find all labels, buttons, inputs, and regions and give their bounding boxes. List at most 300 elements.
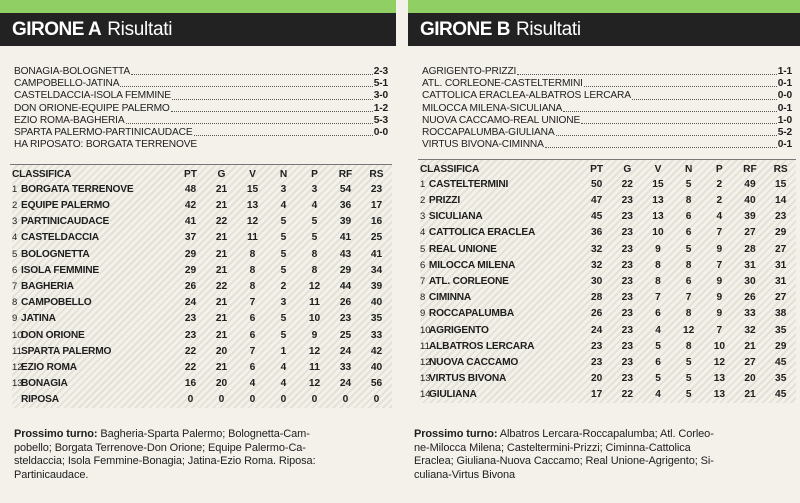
team-name: ISOLA FEMMINE xyxy=(21,264,99,276)
rank: 12 xyxy=(12,361,23,373)
stat-drawn: 5 xyxy=(685,389,692,401)
stat-lost: 9 xyxy=(311,329,318,341)
stat-goals-against: 16 xyxy=(370,216,383,228)
stat-lost: 5 xyxy=(311,232,318,244)
stat-goals-against: 25 xyxy=(370,232,383,244)
stat-lost: 10 xyxy=(308,313,321,325)
match-score: 2-3 xyxy=(373,66,388,77)
stat-goals-against: 31 xyxy=(774,259,787,271)
stat-drawn: 8 xyxy=(685,340,692,352)
stat-goals-against: 45 xyxy=(775,389,787,401)
stat-goals-for: 44 xyxy=(339,281,352,293)
stat-drawn: 6 xyxy=(685,211,692,223)
match-teams: ROCCAPALUMBA-GIULIANA xyxy=(422,126,555,138)
standings-row xyxy=(12,311,392,327)
match-teams: CASTELDACCIA-ISOLA FEMMINE xyxy=(14,90,171,102)
rank: 6 xyxy=(420,259,426,271)
rest-note: HA RIPOSATO: BORGATA TERRENOVE xyxy=(14,139,198,151)
team-name: MILOCCA MILENA xyxy=(428,259,516,271)
rank: 8 xyxy=(420,292,426,304)
girone-b-standings xyxy=(420,160,796,403)
standings-row xyxy=(12,198,392,214)
stat-goals-against: 34 xyxy=(370,264,383,276)
stat-won: 5 xyxy=(655,373,661,385)
stat-goals-for: 28 xyxy=(744,243,756,255)
stat-won: 0 xyxy=(249,394,256,406)
stat-goals-for: 32 xyxy=(744,324,756,336)
girone-b-title xyxy=(408,13,800,46)
stat-points: 26 xyxy=(590,308,603,320)
girone-b-column xyxy=(408,0,800,481)
match-score: 1-2 xyxy=(373,102,388,114)
stat-goals-against: 27 xyxy=(774,292,787,304)
team-name: CAMPOBELLO xyxy=(21,297,92,309)
standings-row xyxy=(420,387,796,403)
next-round-line: pobello; Borgata Terrenove-Don Orione; Equipe Palermo-Ca- xyxy=(14,441,306,454)
col-v: V xyxy=(249,168,256,180)
standings-row xyxy=(420,193,796,209)
stat-won: 13 xyxy=(652,195,664,207)
stat-drawn: 5 xyxy=(280,232,287,244)
col-g: G xyxy=(217,168,226,180)
rank: 8 xyxy=(12,297,18,309)
col-pt: PT xyxy=(183,168,198,180)
stat-drawn: 3 xyxy=(280,297,287,309)
stat-played: 23 xyxy=(621,308,633,320)
team-name: BAGHERIA xyxy=(21,281,74,293)
rank: 5 xyxy=(12,248,18,260)
match-teams: BONAGIA-BOLOGNETTA xyxy=(14,66,130,77)
stat-drawn: 5 xyxy=(280,216,287,228)
stat-goals-against: 27 xyxy=(774,243,787,255)
team-name: EZIO ROMA xyxy=(21,361,77,373)
stat-goals-against: 56 xyxy=(370,378,383,390)
match-score: 1-0 xyxy=(777,114,792,126)
stat-points: 28 xyxy=(590,292,603,304)
rank: 3 xyxy=(12,216,18,228)
stat-played: 23 xyxy=(621,356,634,368)
stat-points: 50 xyxy=(590,178,603,190)
stat-drawn: 5 xyxy=(685,178,692,190)
match-score: 3-0 xyxy=(373,90,388,102)
match-teams: ATL. CORLEONE-CASTELTERMINI xyxy=(422,78,583,90)
stat-points: 23 xyxy=(184,329,197,341)
stat-goals-for: 24 xyxy=(339,378,352,390)
stat-drawn: 5 xyxy=(280,329,287,341)
rank: 10 xyxy=(12,329,23,341)
standings-row xyxy=(420,338,796,354)
dot-leader xyxy=(584,78,777,87)
girone-a-title xyxy=(0,13,396,46)
team-name: ROCCAPALUMBA xyxy=(428,308,515,320)
team-name: REAL UNIONE xyxy=(428,243,497,255)
next-round-line: ne-Milocca Milena; Casteltermini-Prizzi; Ciminna-Cattolica xyxy=(414,441,691,454)
stat-won: 8 xyxy=(655,276,661,288)
girone-a-standings xyxy=(12,165,392,408)
result-row xyxy=(14,78,388,90)
stat-points: 0 xyxy=(187,394,194,406)
stat-won: 15 xyxy=(652,178,664,190)
stat-goals-against: 0 xyxy=(373,394,380,406)
stat-drawn: 5 xyxy=(280,313,287,325)
match-teams: NUOVA CACCAMO-REAL UNIONE xyxy=(422,114,581,126)
stat-drawn: 5 xyxy=(280,248,287,260)
stat-points: 20 xyxy=(591,373,603,385)
stat-points: 26 xyxy=(184,281,197,293)
stat-goals-for: 24 xyxy=(339,345,352,357)
result-row xyxy=(422,127,792,139)
col-v: V xyxy=(654,163,662,175)
stat-drawn: 0 xyxy=(280,394,287,406)
match-score: 0-1 xyxy=(777,78,792,90)
stat-goals-against: 29 xyxy=(775,340,787,352)
standings-row xyxy=(420,257,796,273)
col-rs: RS xyxy=(369,168,384,180)
stat-lost: 9 xyxy=(716,292,723,304)
stat-lost: 13 xyxy=(713,389,726,401)
team-name: ALBATROS LERCARA xyxy=(429,340,535,352)
stat-drawn: 1 xyxy=(280,345,287,357)
girone-a-next-round xyxy=(14,428,392,482)
stat-goals-against: 14 xyxy=(774,195,787,207)
rank: 5 xyxy=(420,243,426,255)
stat-goals-for: 39 xyxy=(744,211,756,223)
rest-note-row xyxy=(14,139,388,151)
next-round-label: Prossimo turno: xyxy=(14,428,98,440)
stat-played: 22 xyxy=(215,216,228,228)
rank: 9 xyxy=(420,308,426,320)
result-row xyxy=(422,78,792,90)
match-teams: VIRTUS BIVONA-CIMINNA xyxy=(422,139,544,151)
stat-drawn: 8 xyxy=(685,308,692,320)
stat-goals-for: 40 xyxy=(744,195,756,207)
stat-played: 23 xyxy=(621,340,634,352)
stat-goals-for: 39 xyxy=(339,216,352,228)
col-p: P xyxy=(715,163,723,175)
stat-won: 15 xyxy=(246,183,259,195)
result-row xyxy=(422,115,792,127)
standings-row xyxy=(420,176,796,192)
dot-leader xyxy=(517,66,777,75)
stat-points: 41 xyxy=(184,216,197,228)
stat-points: 36 xyxy=(590,227,603,239)
rank: 4 xyxy=(12,232,18,244)
stat-points: 37 xyxy=(184,232,197,244)
girone-a-heading: GIRONE A xyxy=(12,18,102,40)
standings-row xyxy=(420,225,796,241)
team-name: DON ORIONE xyxy=(21,329,85,341)
stat-lost: 9 xyxy=(716,276,723,288)
dot-leader xyxy=(632,90,777,99)
team-name: PRIZZI xyxy=(428,195,460,207)
stat-goals-for: 20 xyxy=(744,373,756,385)
stat-goals-against: 35 xyxy=(775,324,787,336)
standings-row xyxy=(12,392,392,408)
stat-lost: 2 xyxy=(716,178,723,190)
match-teams: SPARTA PALERMO-PARTINICAUDACE xyxy=(14,126,193,138)
stat-goals-against: 40 xyxy=(370,297,383,309)
result-row xyxy=(422,103,792,115)
stat-points: 17 xyxy=(591,389,603,401)
stat-played: 21 xyxy=(215,297,228,309)
stat-points: 30 xyxy=(590,276,603,288)
stat-goals-for: 26 xyxy=(744,292,756,304)
girone-b-results xyxy=(408,66,800,151)
standings-row xyxy=(12,181,392,197)
col-rf: RF xyxy=(743,163,757,175)
stat-points: 16 xyxy=(184,378,197,390)
stat-won: 12 xyxy=(246,216,259,228)
next-round-line: Bagheria-Sparta Palermo; Bolognetta-Cam- xyxy=(97,428,310,440)
dot-leader xyxy=(172,90,373,99)
standings-row xyxy=(12,214,392,230)
stat-points: 45 xyxy=(590,211,603,223)
stat-played: 23 xyxy=(621,292,633,304)
stat-won: 13 xyxy=(652,211,664,223)
rank: 13 xyxy=(12,378,23,390)
rank: 1 xyxy=(420,178,426,190)
stat-played: 23 xyxy=(621,243,633,255)
result-row xyxy=(422,90,792,102)
standings-row xyxy=(12,376,392,392)
stat-goals-against: 35 xyxy=(775,373,787,385)
next-round-line: culiana-Virtus Bivona xyxy=(414,468,516,481)
standings-row xyxy=(12,262,392,278)
stat-won: 9 xyxy=(655,243,661,255)
stat-goals-against: 23 xyxy=(370,183,383,195)
stat-goals-for: 41 xyxy=(339,232,352,244)
next-round-line: steldaccia; Isola Femmine-Bonagia; Jatina-Ezio Roma. Riposa: xyxy=(14,455,316,467)
stat-drawn: 8 xyxy=(685,195,692,207)
team-name: SICULIANA xyxy=(428,211,483,223)
stat-goals-for: 21 xyxy=(744,389,756,401)
stat-played: 22 xyxy=(621,178,633,190)
stat-drawn: 5 xyxy=(685,243,692,255)
stat-goals-for: 26 xyxy=(339,297,352,309)
rank: 13 xyxy=(420,373,431,385)
col-p: P xyxy=(311,168,318,180)
stat-played: 23 xyxy=(621,276,633,288)
stat-lost: 7 xyxy=(716,227,723,239)
team-name: GIULIANA xyxy=(429,389,477,401)
standings-row xyxy=(12,359,392,375)
standings-row xyxy=(12,327,392,343)
match-score: 5-2 xyxy=(777,126,792,138)
stat-goals-against: 38 xyxy=(774,308,787,320)
stat-played: 20 xyxy=(215,378,228,390)
team-name: JATINA xyxy=(21,313,56,325)
stat-points: 32 xyxy=(590,243,603,255)
dot-leader xyxy=(120,78,372,87)
stat-lost: 12 xyxy=(308,378,321,390)
dot-leader xyxy=(563,103,777,112)
stat-points: 24 xyxy=(591,324,603,336)
rank: 11 xyxy=(420,340,430,352)
dot-leader xyxy=(171,103,373,112)
stat-played: 23 xyxy=(621,195,633,207)
next-round-line: Eraclea; Giuliana-Nuova Caccamo; Real Unione-Agrigento; Si- xyxy=(414,455,714,467)
result-row xyxy=(14,66,388,78)
match-teams: EZIO ROMA-BAGHERIA xyxy=(14,114,125,126)
stat-goals-for: 54 xyxy=(339,183,352,195)
stat-won: 8 xyxy=(249,248,256,260)
standings-row xyxy=(420,322,796,338)
team-name: ATL. CORLEONE xyxy=(428,276,509,288)
accent-bar xyxy=(408,0,800,13)
stat-drawn: 12 xyxy=(683,324,695,336)
stat-played: 21 xyxy=(215,264,228,276)
match-teams: CAMPOBELLO-JATINA xyxy=(14,78,120,90)
team-name: CIMINNA xyxy=(428,292,472,304)
rank: 3 xyxy=(420,211,426,223)
col-n: N xyxy=(279,168,288,180)
rank: 9 xyxy=(12,313,18,325)
stat-won: 7 xyxy=(249,297,256,309)
team-name: CASTELTERMINI xyxy=(428,178,509,190)
stat-points: 23 xyxy=(591,356,603,368)
stat-lost: 3 xyxy=(311,183,318,195)
match-score: 0-0 xyxy=(373,126,388,138)
stat-played: 21 xyxy=(215,232,228,244)
stat-drawn: 2 xyxy=(280,281,287,293)
stat-goals-against: 39 xyxy=(370,281,383,293)
match-teams: AGRIGENTO-PRIZZI xyxy=(422,66,517,77)
stat-won: 7 xyxy=(655,292,661,304)
standings-row xyxy=(420,290,796,306)
stat-lost: 12 xyxy=(308,281,321,293)
result-row xyxy=(14,127,388,139)
stat-lost: 4 xyxy=(716,211,723,223)
girone-b-next-round xyxy=(414,428,798,482)
col-n: N xyxy=(684,163,693,175)
team-name: CATTOLICA ERACLEA xyxy=(428,227,536,239)
stat-won: 8 xyxy=(655,259,661,271)
stat-played: 23 xyxy=(621,373,634,385)
stat-lost: 13 xyxy=(713,373,726,385)
stat-points: 23 xyxy=(184,313,197,325)
stat-played: 23 xyxy=(621,227,633,239)
col-classifica: CLASSIFICA xyxy=(12,168,72,180)
match-teams: CATTOLICA ERACLEA-ALBATROS LERCARA xyxy=(422,90,631,102)
stat-won: 6 xyxy=(249,329,256,341)
stat-goals-against: 41 xyxy=(370,248,383,260)
rank: 2 xyxy=(420,195,426,207)
stat-won: 4 xyxy=(655,324,661,336)
stat-goals-against: 42 xyxy=(370,345,383,357)
result-row xyxy=(422,139,792,151)
match-score: 0-1 xyxy=(777,139,792,151)
standings-row xyxy=(420,306,796,322)
match-score: 0-0 xyxy=(777,90,792,102)
stat-drawn: 4 xyxy=(280,200,287,212)
stat-goals-for: 23 xyxy=(339,313,352,325)
standings-row xyxy=(420,273,796,289)
team-name: EQUIPE PALERMO xyxy=(21,200,110,212)
next-round-label: Prossimo turno: xyxy=(414,428,498,440)
match-teams: DON ORIONE-EQUIPE PALERMO xyxy=(14,102,170,114)
stat-lost: 8 xyxy=(311,248,318,260)
stat-goals-against: 40 xyxy=(370,361,383,373)
stat-lost: 7 xyxy=(716,324,723,336)
stat-played: 22 xyxy=(215,281,228,293)
stat-goals-against: 45 xyxy=(775,356,787,368)
stat-drawn: 8 xyxy=(685,259,692,271)
stat-goals-against: 29 xyxy=(774,227,787,239)
col-rs: RS xyxy=(773,163,788,175)
stat-goals-for: 33 xyxy=(744,308,756,320)
next-round-line: Partinicaudace. xyxy=(14,468,89,481)
stat-points: 42 xyxy=(184,200,197,212)
team-name: BOLOGNETTA xyxy=(21,248,90,260)
stat-points: 22 xyxy=(184,345,197,357)
standings-row xyxy=(420,209,796,225)
stat-played: 21 xyxy=(215,313,228,325)
rank: 1 xyxy=(12,183,18,195)
rank: 14 xyxy=(420,389,431,401)
stat-won: 13 xyxy=(246,200,259,212)
col-g: G xyxy=(623,163,632,175)
standings-row xyxy=(420,241,796,257)
next-round-line: Albatros Lercara-Roccapalumba; Atl. Corleo- xyxy=(497,428,714,440)
standings-header xyxy=(12,167,392,181)
stat-won: 10 xyxy=(652,227,664,239)
stat-goals-for: 31 xyxy=(744,259,756,271)
stat-goals-for: 21 xyxy=(744,340,756,352)
dot-leader xyxy=(126,115,373,124)
stat-goals-for: 43 xyxy=(339,248,352,260)
stat-won: 4 xyxy=(655,389,661,401)
stat-lost: 12 xyxy=(713,356,726,368)
risultati-label: Risultati xyxy=(515,18,581,40)
stat-drawn: 5 xyxy=(685,356,692,368)
stat-drawn: 4 xyxy=(280,361,287,373)
team-name: BONAGIA xyxy=(21,378,68,390)
stat-lost: 11 xyxy=(309,297,320,309)
stat-goals-against: 33 xyxy=(370,329,383,341)
rank: 7 xyxy=(420,276,426,288)
stat-points: 23 xyxy=(591,340,603,352)
stat-goals-for: 29 xyxy=(339,264,352,276)
stat-goals-against: 35 xyxy=(370,313,383,325)
stat-points: 29 xyxy=(184,248,197,260)
stat-won: 6 xyxy=(655,308,661,320)
standings-row xyxy=(12,230,392,246)
team-name: AGRIGENTO xyxy=(429,324,489,336)
stat-goals-for: 30 xyxy=(744,276,756,288)
standings-row xyxy=(420,371,796,387)
stat-goals-for: 0 xyxy=(342,394,349,406)
girone-a-column xyxy=(0,0,396,481)
stat-points: 32 xyxy=(590,259,603,271)
stat-drawn: 7 xyxy=(685,292,692,304)
stat-played: 0 xyxy=(218,394,225,406)
result-row xyxy=(14,115,388,127)
standings-header xyxy=(420,162,796,176)
match-score: 0-1 xyxy=(777,102,792,114)
dot-leader xyxy=(194,127,373,136)
rank: 12 xyxy=(420,356,431,368)
rank: 6 xyxy=(12,264,18,276)
result-row xyxy=(14,103,388,115)
stat-points: 48 xyxy=(184,183,197,195)
team-name: BORGATA TERRENOVE xyxy=(21,183,134,195)
col-pt: PT xyxy=(590,163,604,175)
stat-lost: 2 xyxy=(716,195,723,207)
stat-won: 7 xyxy=(249,345,256,357)
accent-bar xyxy=(0,0,396,13)
stat-won: 6 xyxy=(655,356,661,368)
stat-drawn: 6 xyxy=(685,276,692,288)
